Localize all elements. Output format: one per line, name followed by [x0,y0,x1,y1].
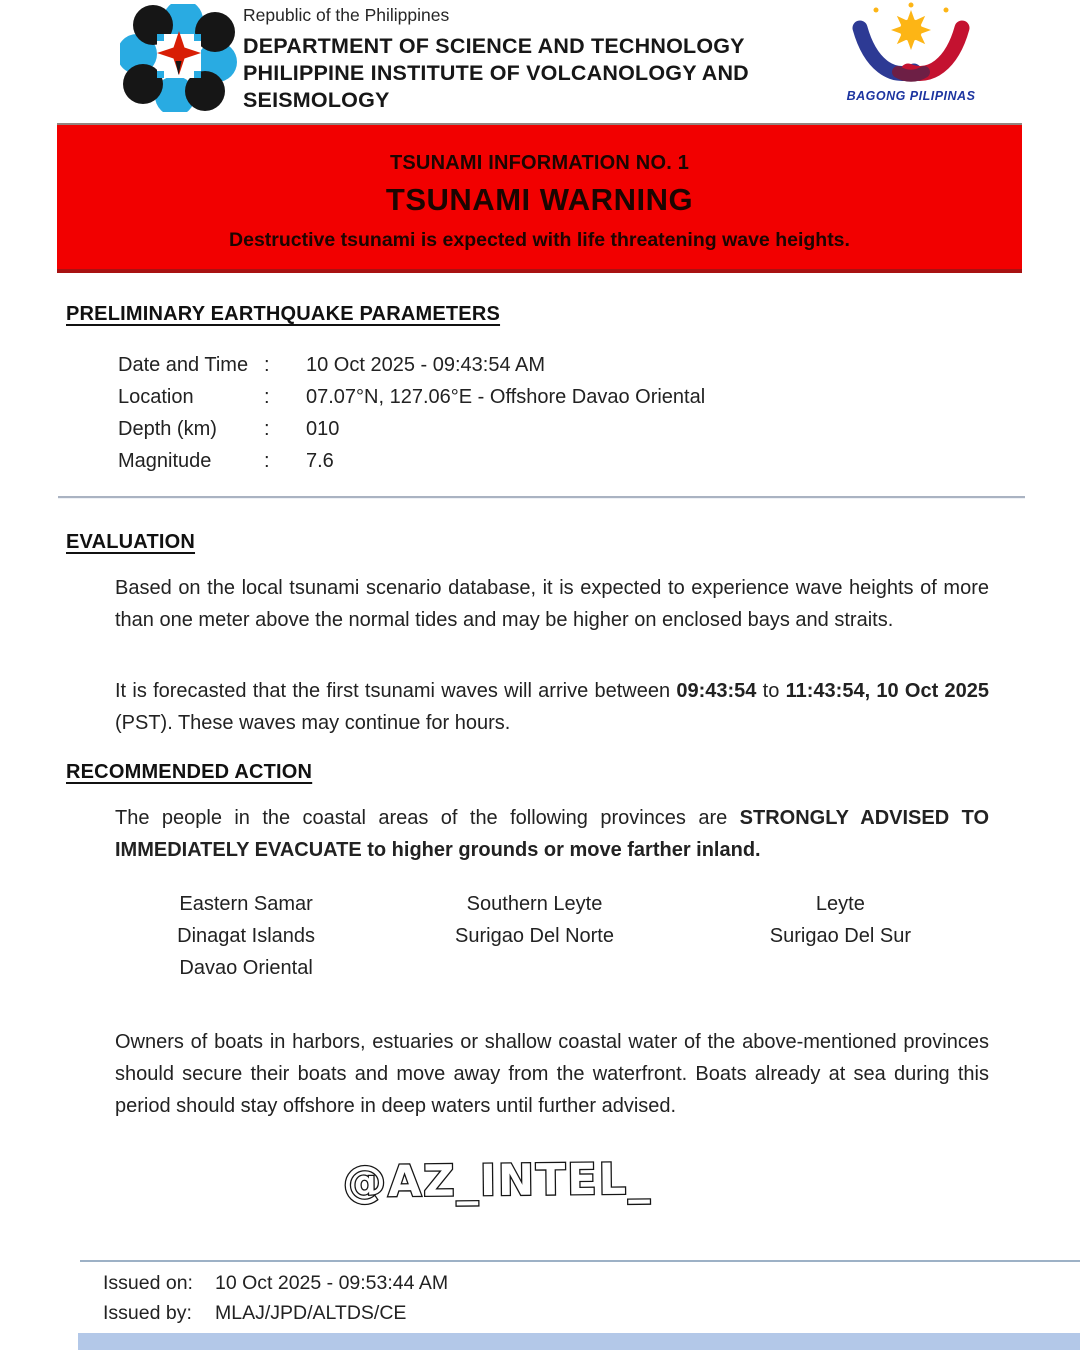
province-item: Southern Leyte [466,893,603,915]
parameter-label: Date and Time [118,354,249,376]
provinces-column-3 [692,888,989,984]
boats-paragraph: Owners of boats in harbors, estuaries or shallow coastal water of the above-mentioned provinces should secure their boats and move away from the waterfront. Boats already at sea during this period should stay offshore in deep waters until further advised. [115,1031,989,1117]
banner-info-number: TSUNAMI INFORMATION NO. 1 [389,152,690,174]
issued-on-value: 10 Oct 2025 - 09:53:44 AM [215,1272,449,1294]
eval-p2-bold-start-time: 09:43:54 [676,680,757,702]
rec-seg1: The people in the coastal areas of the following provinces are [115,807,740,829]
parameter-row [118,413,705,445]
eval-p2-seg2: to [756,680,786,702]
parameter-colon: : [264,386,270,408]
issued-by-value: MLAJ/JPD/ALTDS/CE [215,1302,407,1324]
bagong-pilipinas-logo [845,2,977,103]
issued-by-row [103,1298,448,1328]
parameters-table [118,349,705,477]
seismology-line: SEISMOLOGY [243,88,390,112]
bagong-pilipinas-caption: BAGONG PILIPINAS [846,89,976,103]
footer-blue-bar [78,1333,1080,1350]
department-line: DEPARTMENT OF SCIENCE AND TECHNOLOGY [243,34,745,58]
parameter-value: 7.6 [306,450,334,472]
parameter-colon: : [264,418,270,440]
provinces-column-2 [377,888,692,984]
section-heading-evaluation: EVALUATION [66,531,196,553]
parameter-colon: : [264,450,270,472]
parameter-value: 10 Oct 2025 - 09:43:54 AM [306,354,546,376]
eval-p2-seg1: It is forecasted that the first tsunami waves will arrive between [115,680,677,702]
issued-block [103,1268,448,1328]
rec-bold-evacuate: STRONGLY ADVISED TO IMMEDIATELY EVACUATE to higher grounds or move farther inland. [115,807,989,861]
parameter-value: 07.07°N, 127.06°E - Offshore Davao Oriental [306,386,706,408]
section-divider [58,496,1025,498]
province-item: Leyte [815,893,865,915]
parameter-colon: : [264,354,270,376]
banner-title: TSUNAMI WARNING [385,182,694,217]
footer-divider [80,1260,1080,1262]
parameter-row [118,445,705,477]
provinces-grid [115,888,989,984]
province-item: Dinagat Islands [177,925,316,947]
dost-seal-icon [120,4,238,112]
province-item: Surigao Del Norte [455,925,614,947]
province-item: Eastern Samar [179,893,313,915]
banner-subtitle: Destructive tsunami is expected with life threatening wave heights. [229,229,850,251]
institute-line: PHILIPPINE INSTITUTE OF VOLCANOLOGY AND [243,61,749,85]
bagong-pilipinas-icon [846,2,976,88]
evaluation-paragraph-2 [115,675,989,739]
tsunami-warning-banner [57,123,1022,273]
watermark-text: @AZ_INTEL_ [342,1154,652,1208]
province-item: Surigao Del Sur [769,925,911,947]
eval-p2-bold-end-time: 11:43:54, 10 Oct 2025 [785,680,990,702]
evaluation-paragraph-1: Based on the local tsunami scenario database, it is expected to experience wave heights of more than one meter above the normal tides and may be higher on enclosed bays and straits. [115,577,989,631]
section-heading-parameters: PRELIMINARY EARTHQUAKE PARAMETERS [66,303,501,325]
parameter-label: Depth (km) [118,418,217,440]
issued-on-row [103,1268,448,1298]
parameter-label: Location [118,386,194,408]
parameter-value: 010 [306,418,340,440]
parameter-row [118,349,705,381]
recommended-paragraph [115,802,989,866]
section-heading-recommended-action: RECOMMENDED ACTION [66,761,313,783]
provinces-column-1 [115,888,377,984]
republic-line: Republic of the Philippines [243,5,450,25]
eval-p2-seg3: (PST). These waves may continue for hours. [115,712,511,734]
issued-on-label: Issued on: [103,1272,193,1294]
header-titles [243,2,749,114]
issued-by-label: Issued by: [103,1302,192,1324]
parameter-label: Magnitude [118,450,212,472]
parameter-row [118,381,705,413]
province-item: Davao Oriental [179,957,313,979]
